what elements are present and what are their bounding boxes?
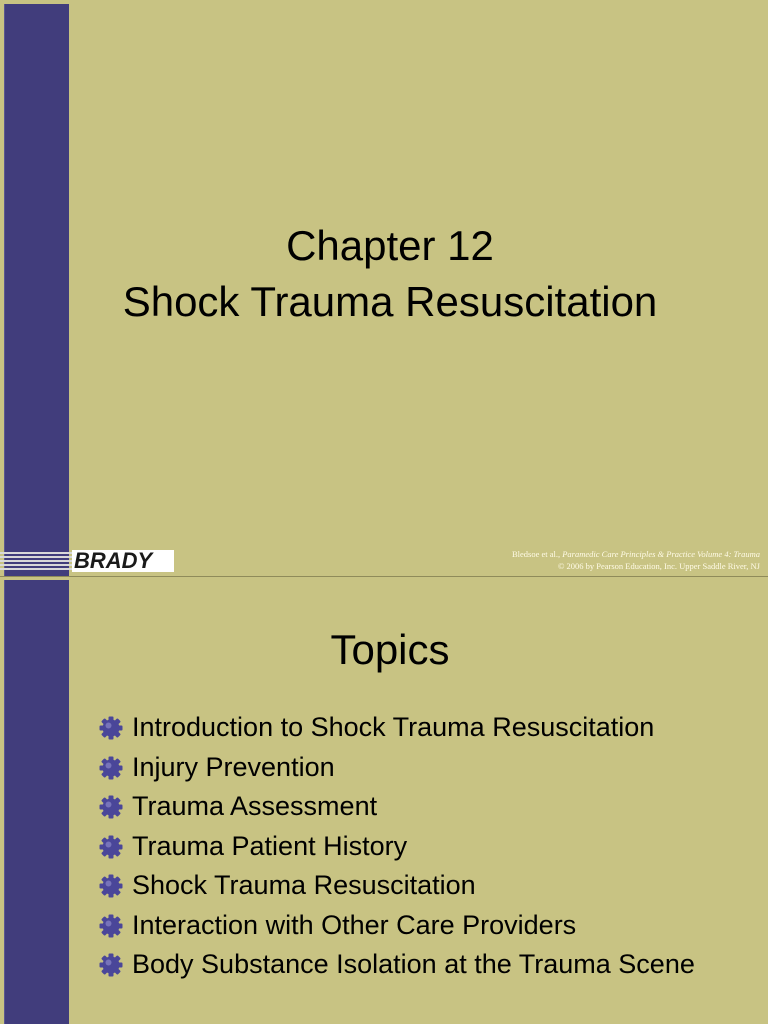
topic-label: Interaction with Other Care Providers xyxy=(132,909,577,940)
topic-label: Shock Trauma Resuscitation xyxy=(132,870,476,900)
topics-list xyxy=(96,711,736,988)
gear-bullet-icon xyxy=(98,913,124,939)
gear-bullet-icon xyxy=(98,715,124,741)
slide-sidebar xyxy=(4,580,69,1024)
citation-book: Paramedic Care Principles & Practice Volume 4: Trauma xyxy=(562,549,760,559)
topic-item xyxy=(96,751,736,783)
gear-bullet-icon xyxy=(98,794,124,820)
gear-bullet-icon xyxy=(98,952,124,978)
topic-label: Trauma Patient History xyxy=(132,830,408,861)
topic-item xyxy=(96,790,736,822)
citation xyxy=(340,548,760,572)
slide-sidebar xyxy=(4,4,69,576)
title-line-1: Chapter 12 xyxy=(286,222,494,269)
topic-item xyxy=(96,869,736,901)
topic-item xyxy=(96,830,736,862)
title-line-2: Shock Trauma Resuscitation xyxy=(122,278,658,325)
slide-title xyxy=(70,218,710,330)
gear-bullet-icon xyxy=(98,834,124,860)
citation-author: Bledsoe et al., xyxy=(511,549,563,559)
citation-copyright: © 2006 by Pearson Education, Inc. Upper Saddle River, NJ xyxy=(557,561,760,571)
topic-item xyxy=(96,948,736,980)
topic-label: Trauma Assessment xyxy=(132,791,378,821)
brady-logo xyxy=(0,550,176,574)
logo-text: BRADY xyxy=(74,548,153,573)
topic-label: Introduction to Shock Trauma Resuscitation xyxy=(132,712,655,742)
topic-item xyxy=(96,909,736,941)
topics-slide xyxy=(0,577,768,1024)
topic-label: Body Substance Isolation at the Trauma Scene xyxy=(132,949,695,979)
logo-stripes xyxy=(0,552,80,570)
topic-label: Injury Prevention xyxy=(132,751,335,782)
topics-title: Topics xyxy=(330,626,450,673)
topic-item xyxy=(96,711,736,743)
gear-bullet-icon xyxy=(98,755,124,781)
gear-bullet-icon xyxy=(98,873,124,899)
